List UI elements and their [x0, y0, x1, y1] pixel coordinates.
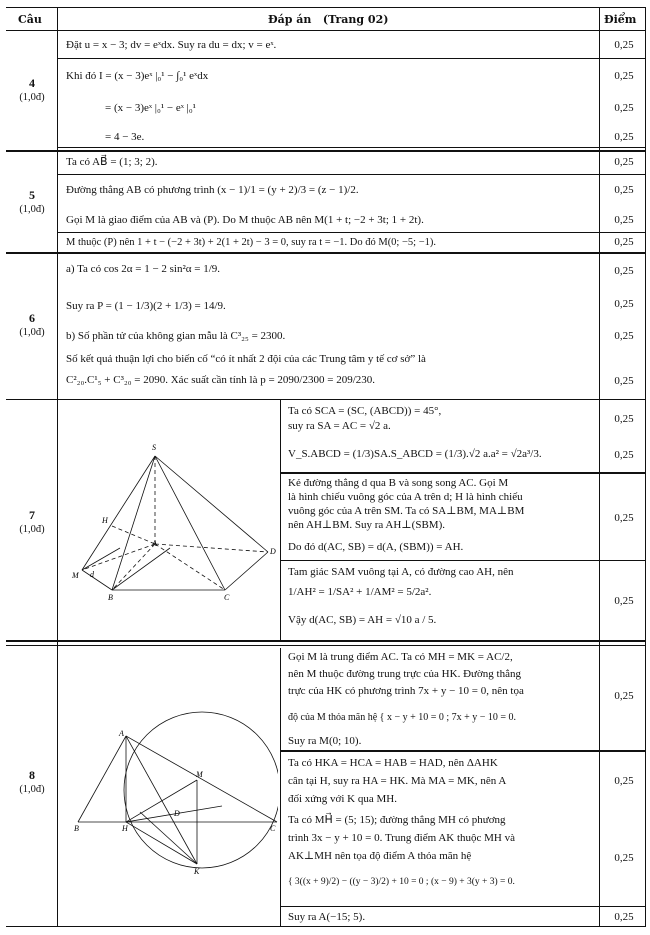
q4-line-2: Khi đó I = (x − 3)eˣ |₀¹ − ∫₀¹ eˣdx [66, 70, 209, 82]
header-answer-label: Đáp án [268, 13, 312, 26]
q7-label-D: D [270, 547, 276, 556]
q7-line-2: suy ra SA = AC = √2 a. [288, 420, 391, 432]
q7-line-3: V_S.ABCD = (1/3)SA.S_ABCD = (1/3).√2 a.a² = √2a³/3. [288, 448, 542, 460]
q4-line-4: = 4 − 3e. [105, 131, 145, 143]
q5-score-4: 0,25 [614, 236, 634, 248]
q8-label-H: H [122, 824, 128, 833]
q6-number: 6 [29, 311, 35, 325]
q6-score-1: 0,25 [614, 265, 634, 277]
q8-points: (1,0đ) [19, 784, 45, 795]
q5-line-1: Ta có AB⃗ = (1; 3; 2). [66, 156, 158, 168]
q7-label-M: M [72, 571, 79, 580]
q8-score-3: 0,25 [614, 852, 634, 864]
q6-score-4: 0,25 [614, 375, 634, 387]
q8-label-D: D [174, 809, 180, 818]
q7-score-3: 0,25 [614, 512, 634, 524]
q7-label-d: d [90, 570, 94, 579]
q8-line-5: Suy ra M(0; 10). [288, 735, 362, 747]
q7-line-4: Kẻ đường thẳng d qua B và song song AC. Gọi M [288, 477, 509, 489]
q8-line-7: cân tại H, suy ra HA = HK. Mà MA = MK, nên A [288, 775, 507, 787]
q8-line-6: Ta có HKA = HCA = HAB = HAD, nên ΔAHK [288, 757, 498, 769]
q7-label-H: H [102, 516, 108, 525]
q8-label-M: M [196, 770, 203, 779]
q5-score-3: 0,25 [614, 214, 634, 226]
q8-score-2: 0,25 [614, 775, 634, 787]
q6-line-2: Suy ra P = (1 − 1/3)(2 + 1/3) = 14/9. [66, 300, 226, 312]
q7-line-1: Ta có SCA = (SC, (ABCD)) = 45°, [288, 405, 442, 417]
q6-line-4: Số kết quả thuận lợi cho biến cố “có ít nhất 2 đội của các Trung tâm y tế cơ sở” là [66, 353, 426, 365]
q7-number: 7 [29, 508, 35, 522]
q7-points: (1,0đ) [19, 524, 45, 535]
q7-line-11: Vậy d(AC, SB) = AH = √10 a / 5. [288, 614, 437, 626]
q7-line-6: vuông góc của A trên SM. Ta có SA⊥BM, MA⊥BM [288, 505, 525, 517]
q8-score-1: 0,25 [614, 690, 634, 702]
q8-label-K: K [194, 867, 200, 876]
q8-label-A: A [119, 729, 124, 738]
q7-label-B: B [108, 593, 113, 602]
q4-line-3: = (x − 3)eˣ |₀¹ − eˣ |₀¹ [105, 102, 196, 114]
header-page: (Trang 02) [322, 13, 389, 26]
q8-line-13: Suy ra A(−15; 5). [288, 911, 366, 923]
q6-points: (1,0đ) [19, 327, 45, 338]
q5-number: 5 [29, 188, 35, 202]
header-question: Câu [18, 13, 42, 26]
q4-points: (1,0đ) [19, 92, 45, 103]
q8-line-4: độ của M thỏa mãn hệ { x − y + 10 = 0 ; 7x + y − 10 = 0. [288, 712, 517, 723]
q4-line-1: Đặt u = x − 3; dv = eˣdx. Suy ra du = dx; v = eˣ. [66, 39, 277, 51]
q8-line-12: { 3((x + 9)/2) − ((y − 3)/2) + 10 = 0 ; (x − 9) + 3(y + 3) = 0. [288, 877, 515, 887]
header-answer [268, 13, 388, 26]
q8-circle-figure [62, 700, 278, 880]
q5-score-1: 0,25 [614, 156, 634, 168]
q8-line-9: Ta có MH⃗ = (5; 15); đường thẳng MH có phương [288, 814, 506, 826]
q7-line-8: Do đó d(AC, SB) = d(A, (SBM)) = AH. [288, 541, 464, 553]
q7-line-7: nên AH⊥BM. Suy ra AH⊥(SBM). [288, 519, 445, 531]
q4-score-2: 0,25 [614, 70, 634, 82]
q4-number: 4 [29, 76, 35, 90]
q5-line-4: M thuộc (P) nên 1 + t − (−2 + 3t) + 2(1 + 2t) − 3 = 0, suy ra t = −1. Do đó M(0; −5; −1). [66, 237, 436, 248]
q8-label-C: C [270, 824, 276, 833]
q8-line-1: Gọi M là trung điểm AC. Ta có MH = MK = AC/2, [288, 651, 513, 663]
q5-score-2: 0,25 [614, 184, 634, 196]
q7-pyramid-figure [60, 430, 280, 610]
q8-line-2: nên M thuộc đường trung trực của HK. Đường thẳng [288, 668, 521, 680]
q6-line-1: a) Ta có cos 2α = 1 − 2 sin²α = 1/9. [66, 263, 221, 275]
q8-number: 8 [29, 768, 35, 782]
q8-line-3: trực của HK có phương trình 7x + y − 10 = 0, nên tọa [288, 685, 524, 697]
q7-label-C: C [224, 593, 230, 602]
q6-line-3: b) Số phần tử của không gian mẫu là C³₂₅ = 2300. [66, 330, 286, 342]
q5-line-2: Đường thẳng AB có phương trình (x − 1)/1 = (y + 2)/3 = (z − 1)/2. [66, 184, 359, 196]
header-score: Điểm [604, 13, 637, 26]
q8-line-10: trình 3x − y + 10 = 0. Trung điểm AK thuộc MH và [288, 832, 516, 844]
q7-line-9: Tam giác SAM vuông tại A, có đường cao AH, nên [288, 566, 514, 578]
q7-label-S: S [152, 443, 156, 452]
q4-score-3: 0,25 [614, 102, 634, 114]
q7-score-1: 0,25 [614, 413, 634, 425]
q7-label-A: A [152, 539, 157, 548]
q8-score-4: 0,25 [614, 911, 634, 923]
q7-line-5: là hình chiếu vuông góc của A trên d; H là hình chiếu [288, 491, 523, 503]
q8-label-B: B [74, 824, 79, 833]
q7-line-10: 1/AH² = 1/SA² + 1/AM² = 5/2a². [288, 586, 432, 598]
q6-line-5: C²₂₀.C¹₅ + C³₂₀ = 2090. Xác suất cần tính là p = 2090/2300 = 209/230. [66, 374, 375, 386]
q5-points: (1,0đ) [19, 204, 45, 215]
q8-line-8: đối xứng với K qua MH. [288, 793, 397, 805]
q7-score-2: 0,25 [614, 449, 634, 461]
q6-score-2: 0,25 [614, 298, 634, 310]
q7-score-4: 0,25 [614, 595, 634, 607]
q4-score-4: 0,25 [614, 131, 634, 143]
q8-line-11: AK⊥MH nên tọa độ điểm A thỏa mãn hệ [288, 850, 472, 862]
q4-score-1: 0,25 [614, 39, 634, 51]
q5-line-3: Gọi M là giao điểm của AB và (P). Do M thuộc AB nên M(1 + t; −2 + 3t; 1 + 2t). [66, 214, 424, 226]
q6-score-3: 0,25 [614, 330, 634, 342]
